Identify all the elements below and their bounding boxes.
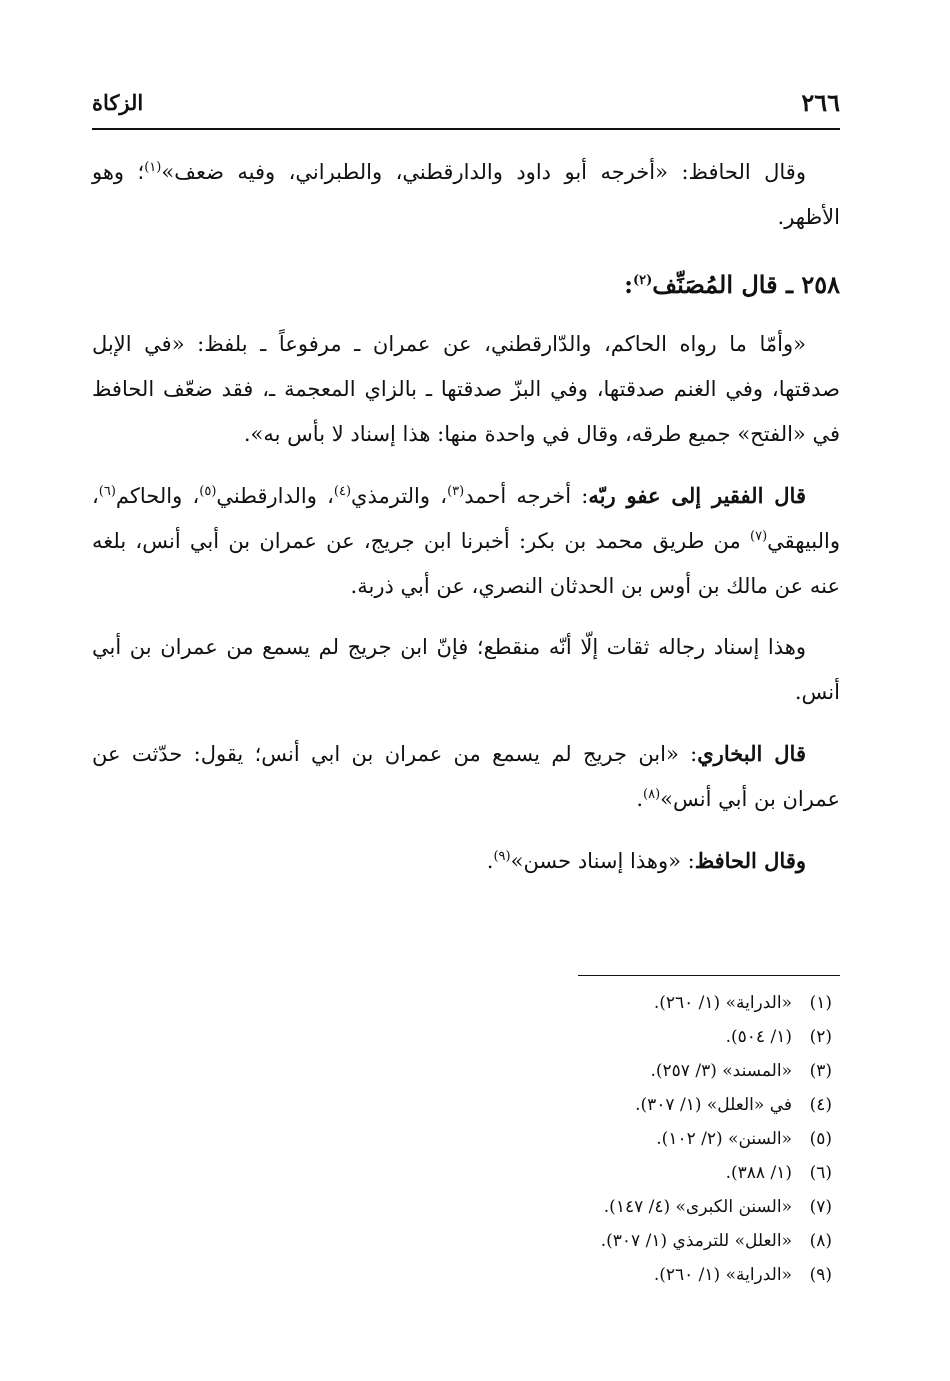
- book-page: [92, 0, 840, 1381]
- footnote-text: (١/ ٣٨٨).: [725, 1163, 792, 1183]
- page-number: ٢٦٦: [801, 88, 840, 117]
- paragraph-text: .: [486, 849, 494, 873]
- main-text: [92, 150, 840, 900]
- footnote-text: «العلل» للترمذي (١/ ٣٠٧).: [600, 1231, 792, 1251]
- footnote-text: «الدراية» (١/ ٢٦٠).: [653, 993, 792, 1013]
- paragraph-text: : «وهذا إسناد حسن»: [510, 849, 695, 873]
- footnote-number: (٢): [809, 1027, 832, 1047]
- paragraph-text: ، والترمذي: [351, 484, 448, 508]
- header-rule: [92, 128, 840, 130]
- footnote: [601, 1054, 832, 1088]
- paragraph-text: وقال الحافظ: «أخرجه أبو داود والدارقطني، والطبراني، وفيه ضعف»: [161, 160, 806, 184]
- footnote: [601, 1258, 832, 1292]
- footnote-number: (٦): [809, 1163, 832, 1183]
- footnote-rule: [578, 975, 840, 976]
- paragraph-commentary: [92, 473, 840, 609]
- footnote-ref-7: (٧): [750, 529, 768, 544]
- footnote: [601, 1224, 832, 1258]
- footnote: [601, 1020, 832, 1054]
- section-heading: [92, 262, 840, 308]
- footnote-ref-3: (٣): [447, 484, 465, 499]
- footnote-ref-1: (١): [144, 160, 162, 175]
- footnote-ref-6: (٦): [98, 484, 116, 499]
- footnote-text: «السنن» (٢/ ١٠٢).: [656, 1129, 792, 1149]
- footnote-number: (٩): [809, 1265, 832, 1285]
- footnote: [601, 1088, 832, 1122]
- footnote-text: «الدراية» (١/ ٢٦٠).: [653, 1265, 792, 1285]
- paragraph-text: ؛ وهو الأظهر.: [92, 160, 840, 229]
- footnote-ref-4: (٤): [333, 484, 352, 499]
- paragraph-text: : «ابن جريج لم يسمع من عمران بن ابي أنس؛ يقول: حدّثت عن عمران بن أبي أنس»: [92, 742, 840, 811]
- paragraph-bukhari: [92, 731, 840, 822]
- hafiz-lead: وقال الحافظ: [694, 848, 806, 873]
- footnote: [601, 1156, 832, 1190]
- footnote-number: (١): [809, 993, 832, 1013]
- footnotes: [601, 986, 832, 1292]
- footnote-number: (٥): [809, 1129, 832, 1149]
- footnote: [601, 1190, 832, 1224]
- paragraph-quoted-text: «وأمّا ما رواه الحاكم، والدّارقطني، عن عمران ـ مرفوعاً ـ بلفظ: «في الإبل صدقتها، وفي الغنم صدقتها، وفي البزّ صدقتها ـ بالزاي المعجمة ـ، فقد ضعّف الحافظ في «الفتح» جميع طرقه، وقال في واحدة منها: هذا إسناد لا بأس به».: [92, 332, 840, 446]
- paragraph-text: ، والدارقطني: [216, 484, 334, 508]
- footnote-number: (٧): [809, 1197, 832, 1217]
- section-number-label: ٢٥٨ ـ قال المُصَنِّف: [652, 270, 840, 299]
- paragraph-hafiz-hasan: [92, 838, 840, 884]
- footnote-number: (٨): [809, 1231, 832, 1251]
- footnote-text: (١/ ٥٠٤).: [725, 1027, 792, 1047]
- page-header: [92, 88, 840, 122]
- section-colon: :: [624, 270, 633, 299]
- footnote-ref-2: (٢): [632, 273, 653, 288]
- footnote-text: «المسند» (٣/ ٢٥٧).: [650, 1061, 792, 1081]
- footnote-text: في «العلل» (١/ ٣٠٧).: [635, 1095, 792, 1115]
- footnote-number: (٣): [809, 1061, 832, 1081]
- footnote: [601, 1122, 832, 1156]
- footnote-number: (٤): [809, 1095, 832, 1115]
- footnote-ref-9: (٩): [493, 849, 511, 864]
- paragraph-text: ، والحاكم: [115, 484, 200, 508]
- commentary-lead: قال الفقير إلى عفو ربّه: [588, 483, 806, 508]
- footnote: [601, 986, 832, 1020]
- footnote-text: «السنن الكبرى» (٤/ ١٤٧).: [603, 1197, 792, 1217]
- footnote-ref-8: (٨): [643, 787, 661, 802]
- paragraph-text: .: [636, 787, 643, 811]
- paragraph-text: من طريق محمد بن بكر: أخبرنا ابن جريج، عن عمران بن أبي أنس، بلغه عنه عن مالك بن أوس بن الحدثان النصري، عن أبي ذربة.: [92, 529, 840, 598]
- paragraph-isnad: وهذا إسناد رجاله ثقات إلّا أنّه منقطع؛ فإنّ ابن جريج لم يسمع من عمران بن أبي أنس.: [92, 635, 840, 704]
- paragraph-text: ، والبيهقي: [92, 484, 840, 553]
- bukhari-lead: قال البخاري: [697, 741, 806, 766]
- paragraph-text: : أخرجه أحمد: [464, 484, 589, 508]
- running-title: الزكاة: [92, 90, 144, 115]
- paragraph-hafiz-quote: [92, 150, 840, 240]
- footnote-ref-5: (٥): [199, 484, 217, 499]
